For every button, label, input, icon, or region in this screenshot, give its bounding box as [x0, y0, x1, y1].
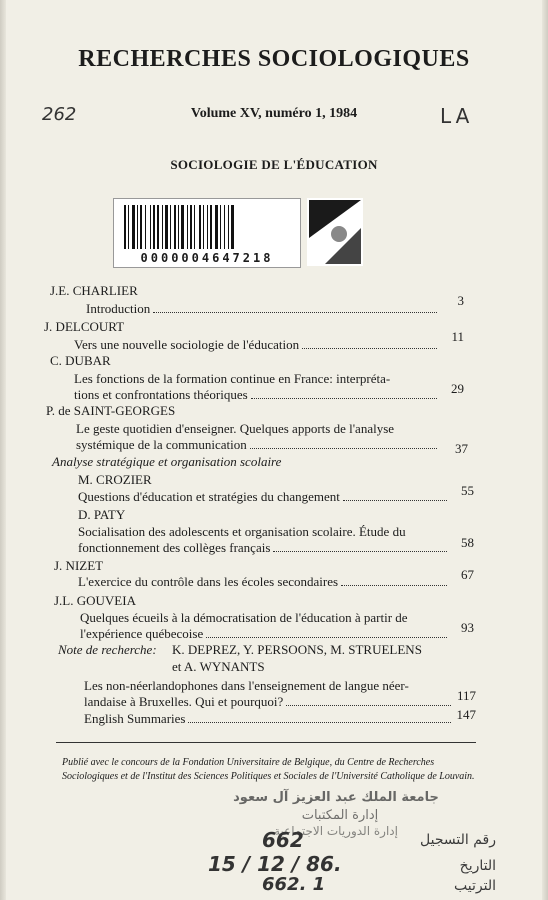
stamp-header-1: جامعة الملك عبد العزيز آل سعود — [233, 790, 439, 805]
handwritten-number: 262 — [42, 104, 77, 125]
toc-page: 117 — [456, 688, 476, 703]
toc-title: landaise à Bruxelles. Qui et pourquoi? — [84, 694, 284, 709]
section-title: SOCIOLOGIE DE L'ÉDUCATION — [170, 157, 378, 172]
stamp-order-label: الترتيب — [454, 878, 496, 894]
page-edge-left — [0, 0, 6, 900]
publication-note: Publié avec le concours de la Fondation Universitaire de Belgique, du Centre de Recherches Sociologiques et de l'Institut des Sciences Politiques et Sociales de l'Université Catholique de Louvain. — [62, 757, 475, 782]
toc-title: English Summaries — [84, 711, 186, 726]
stamp-order-value: 662. 1 — [262, 874, 326, 895]
toc-page: 37 — [455, 441, 468, 456]
stamp-number-value: 662 — [262, 828, 304, 852]
toc-page: 3 — [457, 293, 464, 308]
toc-author: J.E. CHARLIER — [50, 283, 138, 298]
stamp-header-2: إدارة المكتبات — [301, 808, 379, 823]
toc-title: Les fonctions de la formation continue en France: interpréta- — [74, 371, 391, 386]
stamp-date-label: التاريخ — [459, 858, 496, 874]
handwritten-initials: LA — [440, 104, 474, 128]
toc-title: fonctionnement des collèges français — [78, 540, 271, 555]
toc-title: tions et confrontations théoriques — [74, 387, 248, 402]
toc-author: J. NIZET — [54, 558, 104, 573]
toc-title: Les non-néerlandophones dans l'enseignement de langue néer- — [84, 678, 409, 693]
page-edge-right — [542, 0, 548, 900]
stamp-number-label: رقم التسجيل — [420, 832, 496, 848]
toc-author: P. de SAINT-GEORGES — [46, 403, 176, 418]
toc-title-line — [86, 301, 440, 317]
toc-page: 11 — [451, 329, 464, 344]
toc-title: systémique de la communication — [76, 437, 247, 452]
barcode-number: 0000004647218 — [140, 251, 274, 265]
stamp-header-3: إدارة الدوريات الاجتماعية — [274, 824, 398, 838]
toc-title-line — [84, 711, 454, 727]
toc-title-line — [74, 337, 440, 353]
toc-title-line — [78, 574, 450, 590]
toc-note-label: Note de recherche: — [58, 642, 157, 657]
toc-title: L'exercice du contrôle dans les écoles secondaires — [78, 574, 339, 589]
library-logo — [307, 198, 363, 266]
toc-author: et A. WYNANTS — [172, 659, 265, 674]
toc-page: 93 — [461, 620, 474, 635]
toc-title-line — [78, 540, 450, 556]
toc-author: K. DEPREZ, Y. PERSOONS, M. STRUELENS — [172, 642, 422, 657]
toc-title: Vers une nouvelle sociologie de l'éducation — [74, 337, 300, 352]
toc-title: Le geste quotidien d'enseigner. Quelques apports de l'analyse — [76, 421, 395, 436]
toc-page: 147 — [456, 707, 476, 722]
toc-author: C. DUBAR — [50, 353, 111, 368]
toc-title: Introduction — [86, 301, 151, 316]
toc-author: J. DELCOURT — [44, 319, 125, 334]
toc-title: Quelques écueils à la démocratisation de l'éducation à partir de — [80, 610, 408, 625]
volume-info: Volume XV, numéro 1, 1984 — [190, 106, 358, 121]
toc-author: J.L. GOUVEIA — [54, 593, 136, 608]
toc-title-line — [84, 694, 454, 710]
toc-title-line — [76, 437, 440, 453]
toc-title-line — [74, 387, 440, 403]
toc-page: 29 — [451, 381, 464, 396]
toc-page: 67 — [461, 567, 474, 582]
toc-title: l'expérience québecoise — [80, 626, 204, 641]
barcode-label — [113, 198, 301, 268]
barcode-bars — [120, 205, 294, 249]
divider — [56, 742, 476, 743]
toc-title-line — [78, 489, 450, 505]
toc-page: 58 — [461, 535, 474, 550]
stamp-date-value: 15 / 12 / 86. — [208, 852, 342, 876]
journal-title: RECHERCHES SOCIOLOGIQUES — [78, 46, 470, 72]
toc-title-line — [80, 626, 450, 642]
toc-author: D. PATY — [78, 507, 126, 522]
toc-page: 55 — [461, 483, 474, 498]
toc-title: Questions d'éducation et stratégies du changement — [78, 489, 340, 504]
toc-author: M. CROZIER — [78, 472, 152, 487]
toc-heading: Analyse stratégique et organisation scolaire — [52, 454, 282, 469]
toc-title: Socialisation des adolescents et organisation scolaire. Étude du — [78, 524, 406, 539]
